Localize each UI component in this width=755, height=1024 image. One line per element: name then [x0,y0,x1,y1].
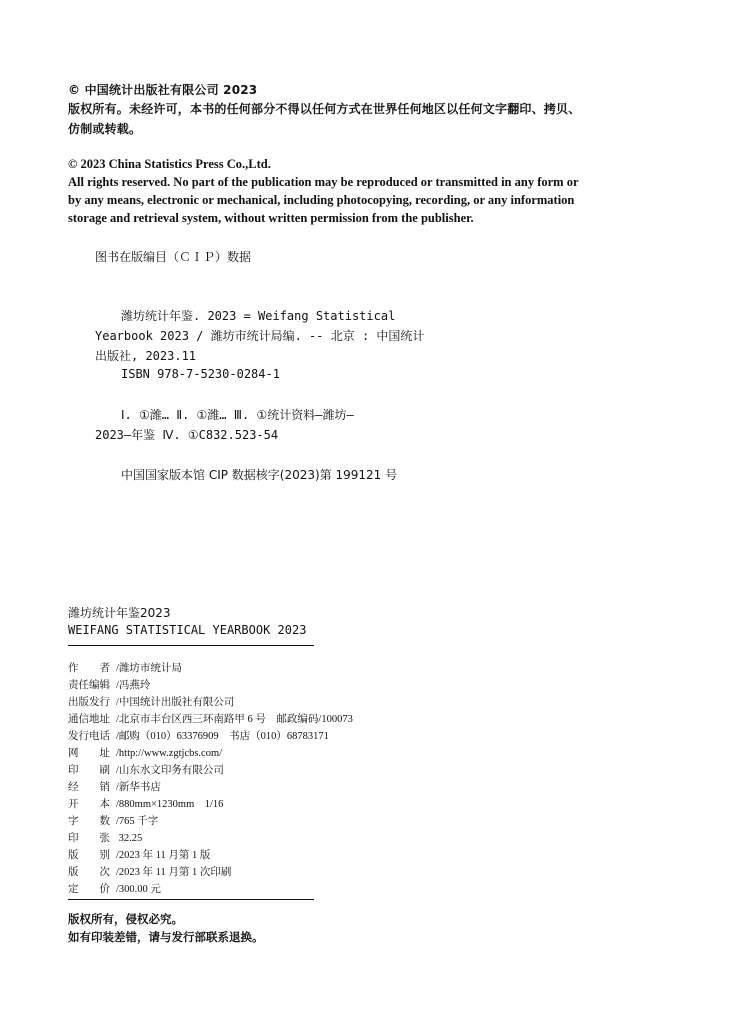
copyright-cn-line2: 版权所有。未经许可，本书的任何部分不得以任何方式在世界任何地区以任何文字翻印、拷贝、 [68,102,581,116]
rights-notice: 版权所有，侵权必究。 [68,912,183,926]
info-row: 定 价 /300.00 元 [68,884,161,895]
book-title-cn: 潍坊统计年鉴2023 [68,606,171,620]
copyright-cn-line1: © 中国统计出版社有限公司 2023 [68,83,258,97]
info-row: 开 本 /880mm×1230mm 1/16 [68,799,224,810]
info-row: 印 张 32.25 [68,833,143,844]
info-row: 版 别 /2023 年 11 月第 1 版 [68,850,211,861]
copyright-en-line4: storage and retrieval system, without written permission from the publisher. [68,211,474,225]
copyright-en-line1: © 2023 China Statistics Press Co.,Ltd. [68,157,271,171]
info-row: 责任编辑 /冯燕玲 [68,680,151,691]
info-row: 出版发行 /中国统计出版社有限公司 [68,697,235,708]
copyright-en-line2: All rights reserved. No part of the publication may be reproduced or transmitted in any form or [68,175,579,189]
divider-top [68,645,314,646]
copyright-cn-line3: 仿制或转载。 [68,122,142,136]
info-row: 网 址 /http://www.zgtjcbs.com/ [68,748,223,759]
info-row: 经 销 /新华书店 [68,782,161,793]
cip-class-line2: 2023—年鉴 Ⅳ. ①C832.523-54 [95,428,279,442]
cip-heading: 图书在版编目（ＣＩＰ）数据 [95,250,252,264]
info-row: 字 数 /765 千字 [68,816,159,827]
info-row: 印 刷 /山东水文印务有限公司 [68,765,224,776]
info-row: 发行电话 /邮购（010）63376909 书店（010）68783171 [68,731,329,742]
cip-entry-line3: 出版社, 2023.11 [95,349,197,363]
info-row: 版 次 /2023 年 11 月第 1 次印刷 [68,867,232,878]
info-row: 通信地址 /北京市丰台区西三环南路甲 6 号 邮政编码/100073 [68,714,353,725]
cip-isbn: ISBN 978-7-5230-0284-1 [121,367,280,381]
cip-entry-line2: Yearbook 2023 / 潍坊市统计局编. -- 北京 : 中国统计 [95,329,425,343]
divider-bottom [68,899,314,900]
cip-record-number: 中国国家版本馆 CIP 数据核字(2023)第 199121 号 [121,468,398,482]
book-title-en: WEIFANG STATISTICAL YEARBOOK 2023 [68,623,307,637]
misprint-notice: 如有印装差错，请与发行部联系退换。 [68,930,264,944]
cip-class-line1: Ⅰ. ①潍… Ⅱ. ①潍… Ⅲ. ①统计资料—潍坊— [121,408,354,422]
info-row: 作 者 /潍坊市统计局 [68,663,182,674]
cip-entry-line1: 潍坊统计年鉴. 2023 = Weifang Statistical [121,309,396,323]
copyright-en-line3: by any means, electronic or mechanical, including photocopying, recording, or any information [68,193,575,207]
